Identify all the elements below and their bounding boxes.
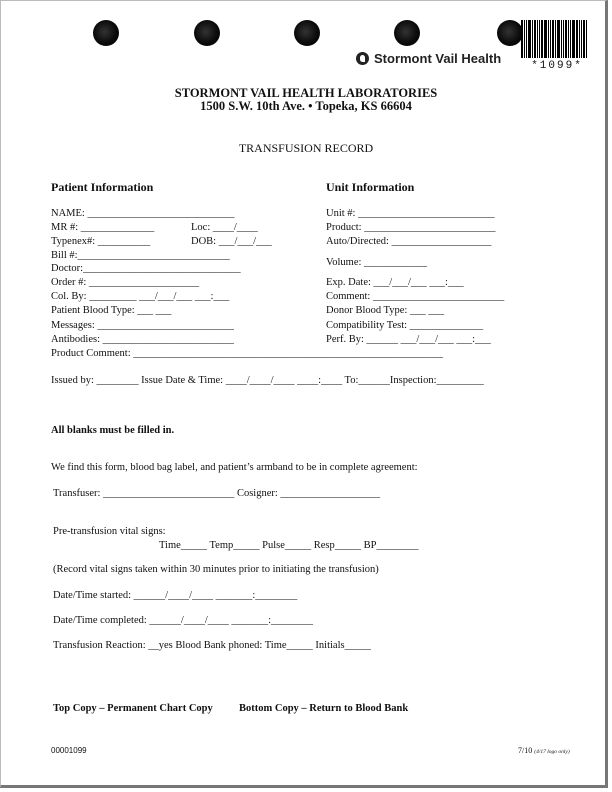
form-number: 00001099 — [51, 746, 87, 755]
barcode-bar — [570, 20, 571, 58]
donor-blood-type-field[interactable]: Donor Blood Type: ___ ___ — [326, 305, 445, 316]
top-copy-note: Top Copy – Permanent Chart Copy — [53, 703, 213, 714]
barcode-bar — [565, 20, 567, 58]
location-field[interactable]: Loc: ____/____ — [191, 222, 258, 233]
auto-directed-field[interactable]: Auto/Directed: ___________________ — [326, 236, 492, 247]
typenex-field[interactable]: Typenex#: __________ — [51, 236, 151, 247]
product-field[interactable]: Product: _________________________ — [326, 222, 496, 233]
issued-line[interactable]: Issued by: ________ Issue Date & Time: ____/____/____ ____:____ To:______Inspection:_________ — [51, 375, 484, 386]
brand-logo — [356, 51, 501, 66]
barcode-bar — [568, 20, 569, 58]
barcode-bar — [557, 20, 560, 58]
barcode-bar — [550, 20, 551, 58]
agreement-statement: We find this form, blood bag label, and patient’s armband to be in complete agreement: — [51, 462, 418, 473]
barcode-bar — [526, 20, 527, 58]
brand-name: Stormont Vail Health — [374, 51, 502, 66]
lab-name: STORMONT VAIL HEALTH LABORATORIES — [174, 86, 438, 100]
patient-name-field[interactable]: NAME: ____________________________ — [51, 208, 235, 219]
barcode-bar — [528, 20, 531, 58]
barcode-bar — [586, 20, 587, 58]
barcode-bar — [583, 20, 585, 58]
performed-by-field[interactable]: Perf. By: ______ ___/___/___ ___:___ — [326, 334, 491, 345]
vitals-fields[interactable]: Time_____ Temp_____ Pulse_____ Resp_____ BP________ — [159, 540, 419, 551]
barcode-bar — [576, 20, 578, 58]
barcode-bar — [532, 20, 533, 58]
punch-hole-icon — [194, 20, 220, 46]
blanks-note: All blanks must be filled in. — [51, 425, 175, 436]
expiration-date-field[interactable]: Exp. Date: ___/___/___ ___:___ — [326, 277, 464, 288]
punch-hole-icon — [497, 20, 523, 46]
revision-date: 7/10 — [518, 746, 533, 755]
barcode-bar — [563, 20, 564, 58]
punch-hole-icon — [294, 20, 320, 46]
barcode-bar — [544, 20, 547, 58]
punch-hole-icon — [394, 20, 420, 46]
barcode-bar — [555, 20, 556, 58]
unit-number-field[interactable]: Unit #: __________________________ — [326, 208, 495, 219]
barcode-bar — [537, 20, 538, 58]
barcode-bar — [524, 20, 525, 58]
barcode-icon — [521, 20, 591, 58]
order-number-field[interactable]: Order #: _____________________ — [51, 277, 200, 288]
barcode-bar — [579, 20, 580, 58]
punch-hole-icon — [93, 20, 119, 46]
date-time-completed-field[interactable]: Date/Time completed: ______/____/____ _______:________ — [53, 615, 314, 626]
transfuser-cosigner-line[interactable]: Transfuser: _________________________ Cosigner: ___________________ — [53, 488, 381, 499]
compatibility-test-field[interactable]: Compatibility Test: ______________ — [326, 320, 484, 331]
dob-field[interactable]: DOB: ___/___/___ — [191, 236, 272, 247]
barcode-bar — [552, 20, 554, 58]
barcode-bar — [548, 20, 549, 58]
date-time-started-field[interactable]: Date/Time started: ______/____/____ _______:________ — [53, 590, 298, 601]
unit-comment-field[interactable]: Comment: _________________________ — [326, 291, 505, 302]
barcode-bar — [539, 20, 540, 58]
patient-info-heading: Patient Information — [51, 180, 154, 194]
vitals-label: Pre-transfusion vital signs: — [53, 526, 166, 537]
barcode-bar — [534, 20, 536, 58]
collected-by-field[interactable]: Col. By: _________ ___/___/___ ___:___ — [51, 291, 230, 302]
bill-number-field[interactable]: Bill #:_____________________________ — [51, 250, 230, 261]
lab-address: 1500 S.W. 10th Ave. • Topeka, KS 66604 — [200, 99, 412, 113]
patient-blood-type-field[interactable]: Patient Blood Type: ___ ___ — [51, 305, 172, 316]
barcode-bar — [572, 20, 575, 58]
barcode-text: *1099* — [531, 60, 583, 72]
unit-info-heading: Unit Information — [326, 180, 415, 194]
antibodies-field[interactable]: Antibodies: _________________________ — [51, 334, 234, 345]
revision-info — [518, 746, 570, 755]
messages-field[interactable]: Messages: __________________________ — [51, 320, 234, 331]
form-title: TRANSFUSION RECORD — [238, 141, 374, 155]
revision-note: (4/17 logo only) — [534, 749, 570, 755]
barcode-bar — [541, 20, 543, 58]
bottom-copy-note: Bottom Copy – Return to Blood Bank — [239, 703, 409, 714]
barcode-bar — [561, 20, 562, 58]
doctor-field[interactable]: Doctor:______________________________ — [51, 263, 241, 274]
brand-logo-icon — [356, 52, 369, 65]
mr-number-field[interactable]: MR #: ______________ — [51, 222, 155, 233]
transfusion-reaction-line[interactable]: Transfusion Reaction: __yes Blood Bank phoned: Time_____ Initials_____ — [53, 640, 371, 651]
product-comment-field[interactable]: Product Comment: ___________________________________________________________ — [51, 348, 443, 359]
barcode-bar — [581, 20, 582, 58]
vitals-note: (Record vital signs taken within 30 minutes prior to initiating the transfusion) — [53, 564, 379, 575]
volume-field[interactable]: Volume: ____________ — [326, 257, 428, 268]
barcode-bar — [521, 20, 523, 58]
